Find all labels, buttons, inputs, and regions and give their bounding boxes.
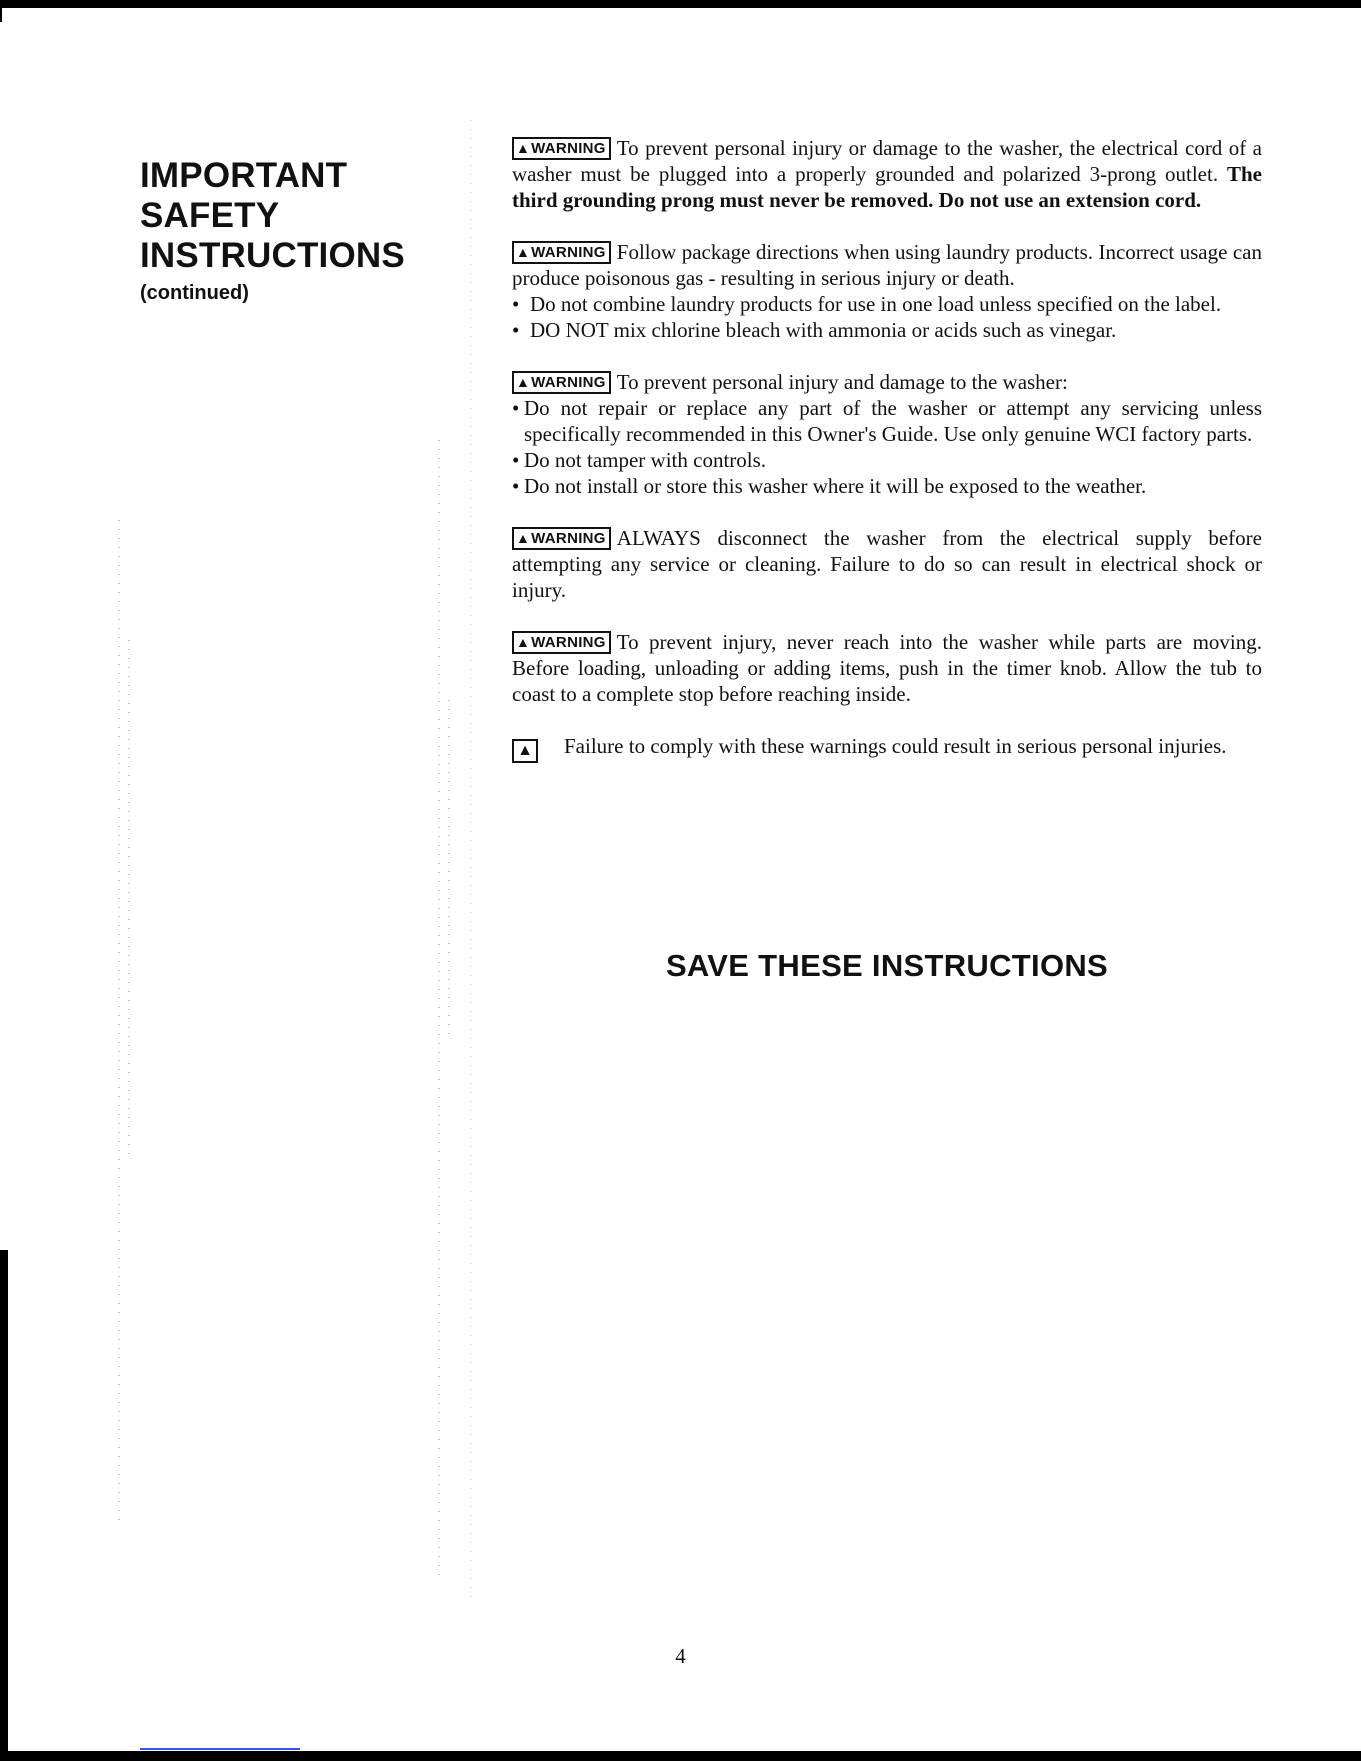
scan-speckle [438,440,440,1580]
page-number: 4 [675,1644,686,1668]
corner-mark [0,8,2,22]
warning-triangle-icon: ▲ [516,374,531,390]
list-item: • Do not repair or replace any part of the washer or attempt any servicing unless specifically recommended in this Owner's Guide. Use only genuine WCI factory parts. [512,396,1262,446]
warning-paragraph [512,135,1262,213]
list-item: • Do not combine laundry products for use in one load unless specified on the label. [512,292,1222,316]
warning-text: To prevent personal injury or damage to the washer, the electrical cord of a washer must be plugged into a properly grounded and polarized 3-prong outlet. [512,136,1262,186]
heading-line: INSTRUCTIONS [140,236,405,275]
bullet-dot-icon: • [512,474,520,498]
warning-badge: ▲WARNING [512,137,611,160]
list-item: • Do not tamper with controls. [512,448,767,472]
bullet-list [512,291,1262,343]
scan-speckle [118,520,120,1520]
save-instructions-heading: SAVE THESE INSTRUCTIONS [665,948,1109,983]
heading-line: SAFETY [140,196,280,235]
warning-triangle-icon: ▲ [512,739,538,763]
warning-text: To prevent personal injury and damage to the washer: [616,370,1068,394]
scan-speckle [128,640,130,1160]
top-border-rule [0,0,1361,8]
final-notice-paragraph [512,733,1262,763]
warning-text: ALWAYS disconnect the washer from the electrical supply before attempting any service or cleaning. Failure to do so can result in electrical shock or injury. [512,526,1262,602]
bullet-dot-icon: • [512,448,520,472]
warning-triangle-icon: ▲ [516,530,531,546]
warning-text: Follow package directions when using laundry products. Incorrect usage can produce poisonous gas - resulting in serious injury or death. [512,240,1262,290]
section-heading [140,156,440,305]
warning-badge: ▲WARNING [512,631,611,654]
bottom-border-rule [0,1751,1361,1761]
bullet-dot-icon: • [512,292,520,316]
warning-paragraph [512,629,1262,707]
warning-triangle-icon: ▲ [516,634,531,650]
scan-speckle [470,120,472,1600]
warning-paragraph [512,239,1262,343]
heading-subtitle: (continued) [140,282,249,304]
list-item: • Do not install or store this washer where it will be exposed to the weather. [512,474,1147,498]
bullet-dot-icon: • [512,396,520,420]
warnings-content [512,135,1262,789]
left-border-rule [0,1250,8,1761]
list-item: • DO NOT mix chlorine bleach with ammonia or acids such as vinegar. [512,318,1117,342]
warning-badge: ▲WARNING [512,241,611,264]
warning-text: To prevent injury, never reach into the washer while parts are moving. Before loading, unloading or adding items, push in the timer knob. Allow the tub to coast to a complete stop before reaching inside. [512,630,1262,706]
warning-paragraph [512,525,1262,603]
bullet-list [512,395,1262,499]
scan-blue-line [140,1748,300,1750]
warning-paragraph [512,369,1262,499]
warning-triangle-icon: ▲ [516,140,531,156]
final-notice-text: Failure to comply with these warnings could result in serious personal injuries. [564,734,1227,758]
warning-triangle-icon: ▲ [516,244,531,260]
warning-badge: ▲WARNING [512,371,611,394]
warning-badge: ▲WARNING [512,527,611,550]
bullet-dot-icon: • [512,318,520,342]
scan-speckle [448,700,450,1040]
heading-line: IMPORTANT [140,156,348,195]
warning-text-bold: The third grounding prong must never be removed. Do not use an extension cord. [512,162,1262,212]
